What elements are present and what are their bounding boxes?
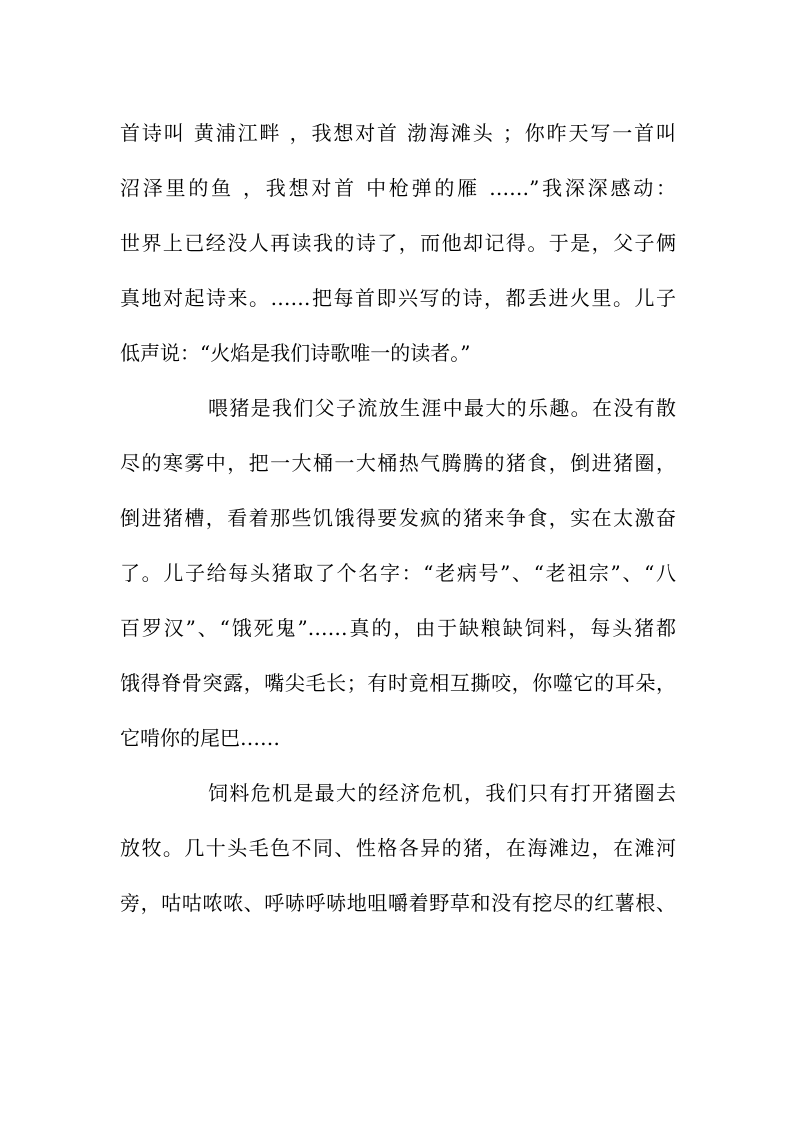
text-line: 放牧。几十头毛色不同、性格各异的猪，在海滩边，在滩河	[120, 836, 676, 860]
text-line: 世界上已经没人再读我的诗了，而他却记得。于是，父子俩	[120, 231, 676, 255]
text-line: 百罗汉”、“饿死鬼”……真的，由于缺粮缺饲料，每头猪都	[120, 616, 676, 640]
text-line: 低声说：“火焰是我们诗歌唯一的读者。”	[120, 341, 471, 365]
text-line: 沼泽里的鱼 ，我想对首 中枪弹的雁 ……”我深深感动：	[120, 176, 676, 200]
text-line: 尽的寒雾中，把一大桶一大桶热气腾腾的猪食，倒进猪圈，	[120, 451, 676, 475]
text-line: 首诗叫 黄浦江畔 ，我想对首 渤海滩头 ；你昨天写一首叫	[120, 121, 676, 145]
body-text	[120, 106, 676, 931]
text-line: 旁，咕咕哝哝、呼哧呼哧地咀嚼着野草和没有挖尽的红薯根、	[120, 891, 676, 915]
paragraph-start-line: 饲料危机是最大的经济危机，我们只有打开猪圈去	[208, 781, 676, 805]
text-line: 了。儿子给每头猪取了个名字：“老病号”、“老祖宗”、“八	[120, 561, 676, 585]
text-line: 真地对起诗来。……把每首即兴写的诗，都丢进火里。儿子	[120, 286, 676, 310]
paragraph-start-line: 喂猪是我们父子流放生涯中最大的乐趣。在没有散	[208, 396, 676, 420]
text-line: 饿得脊骨突露，嘴尖毛长；有时竟相互撕咬，你噬它的耳朵，	[120, 671, 676, 695]
text-line: 倒进猪槽，看着那些饥饿得要发疯的猪来争食，实在太激奋	[120, 506, 676, 530]
text-line: 它啃你的尾巴……	[120, 726, 280, 750]
